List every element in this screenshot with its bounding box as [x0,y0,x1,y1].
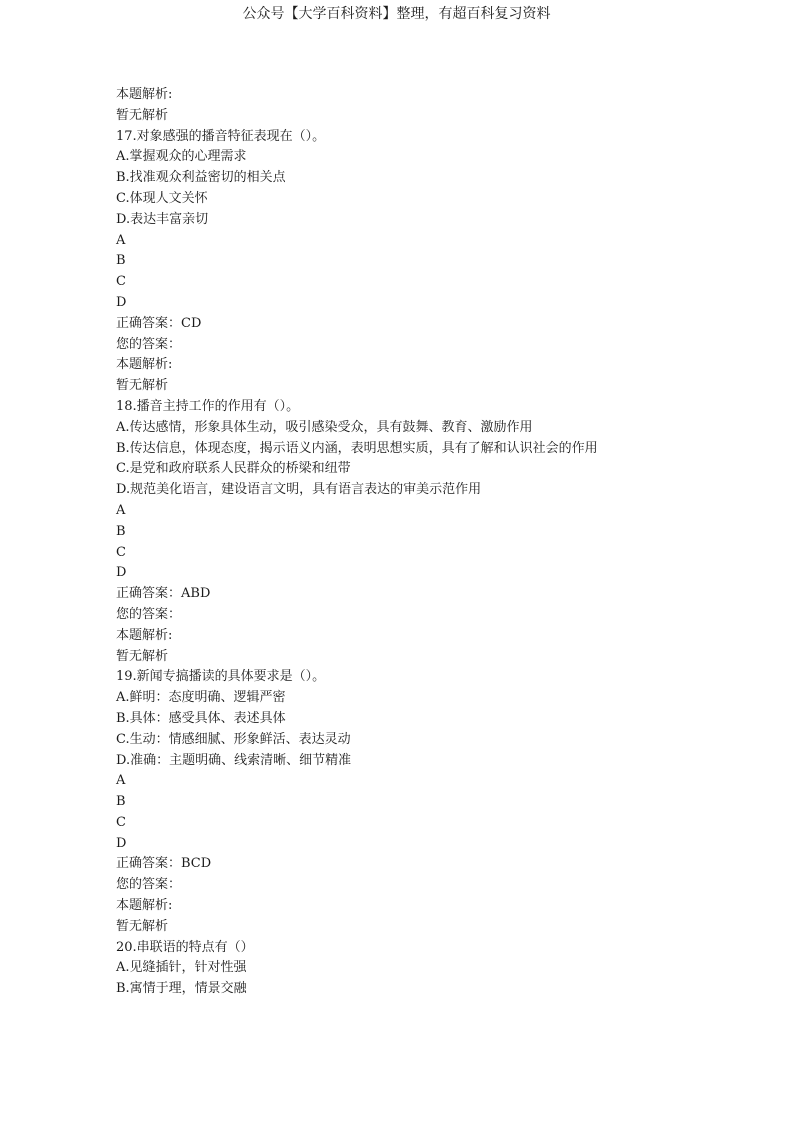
text-line: C [116,814,126,830]
text-line: B [116,253,126,269]
text-line: 本题解析: [116,898,173,914]
text-line: C.生动：情感细腻、形象鲜活、表达灵动 [116,731,351,747]
text-line: 暂无解析 [116,918,169,934]
document-body [116,85,756,1000]
text-line: A.掌握观众的心理需求 [116,149,247,165]
text-line: 18.播音主持工作的作用有（）。 [116,398,300,414]
text-line: A.见缝插针，针对性强 [116,960,247,976]
text-line: 本题解析: [116,87,173,102]
text-line: 暂无解析 [116,107,169,123]
text-line: B.找准观众利益密切的相关点 [116,170,286,186]
text-line: 暂无解析 [116,378,169,394]
text-line: B.传达信息，体现态度，揭示语义内涵，表明思想实质，具有了解和认识社会的作用 [116,440,598,456]
text-line: 您的答案： [116,606,182,622]
text-line: B [116,794,126,810]
text-line: A.传达感情，形象具体生动，吸引感染受众，具有鼓舞、教育、激励作用 [116,419,533,435]
text-line: 19.新闻专搞播读的具体要求是（）。 [116,669,326,685]
text-line: C [116,544,126,560]
text-line: 本题解析: [116,627,173,643]
text-line: A [116,502,126,518]
text-line: B.寓情于理，情景交融 [116,981,247,997]
text-line: A [116,232,126,248]
text-line: D.规范美化语言，建设语言文明，具有语言表达的审美示范作用 [116,482,482,498]
text-line: D [116,835,127,851]
text-line: 20.串联语的特点有（） [116,939,254,955]
text-line: C.是党和政府联系人民群众的桥梁和纽带 [116,461,351,477]
text-line: D [116,294,127,310]
text-line: 正确答案：ABD [116,586,211,602]
text-line: B.具体：感受具体、表述具体 [116,710,286,726]
text-line: C.体现人文关怀 [116,190,208,206]
text-line: A.鲜明：态度明确、逻辑严密 [116,690,286,706]
text-line: C [116,274,126,290]
text-line: 暂无解析 [116,648,169,664]
text-line: 您的答案： [116,336,182,352]
text-line: D.准确：主题明确、线索清晰、细节精准 [116,752,352,768]
page-header: 公众号【大学百科资料】整理，有超百科复习资料 [242,6,551,22]
text-line: D [116,565,127,581]
text-line: 本题解析: [116,357,173,373]
text-line: D.表达丰富亲切 [116,211,209,227]
text-line: A [116,773,126,789]
text-line: 正确答案：BCD [116,856,212,872]
text-line: 正确答案：CD [116,315,202,331]
text-line: 您的答案： [116,877,182,893]
text-line: B [116,523,126,539]
text-line: 17.对象感强的播音特征表现在（）。 [116,128,326,144]
